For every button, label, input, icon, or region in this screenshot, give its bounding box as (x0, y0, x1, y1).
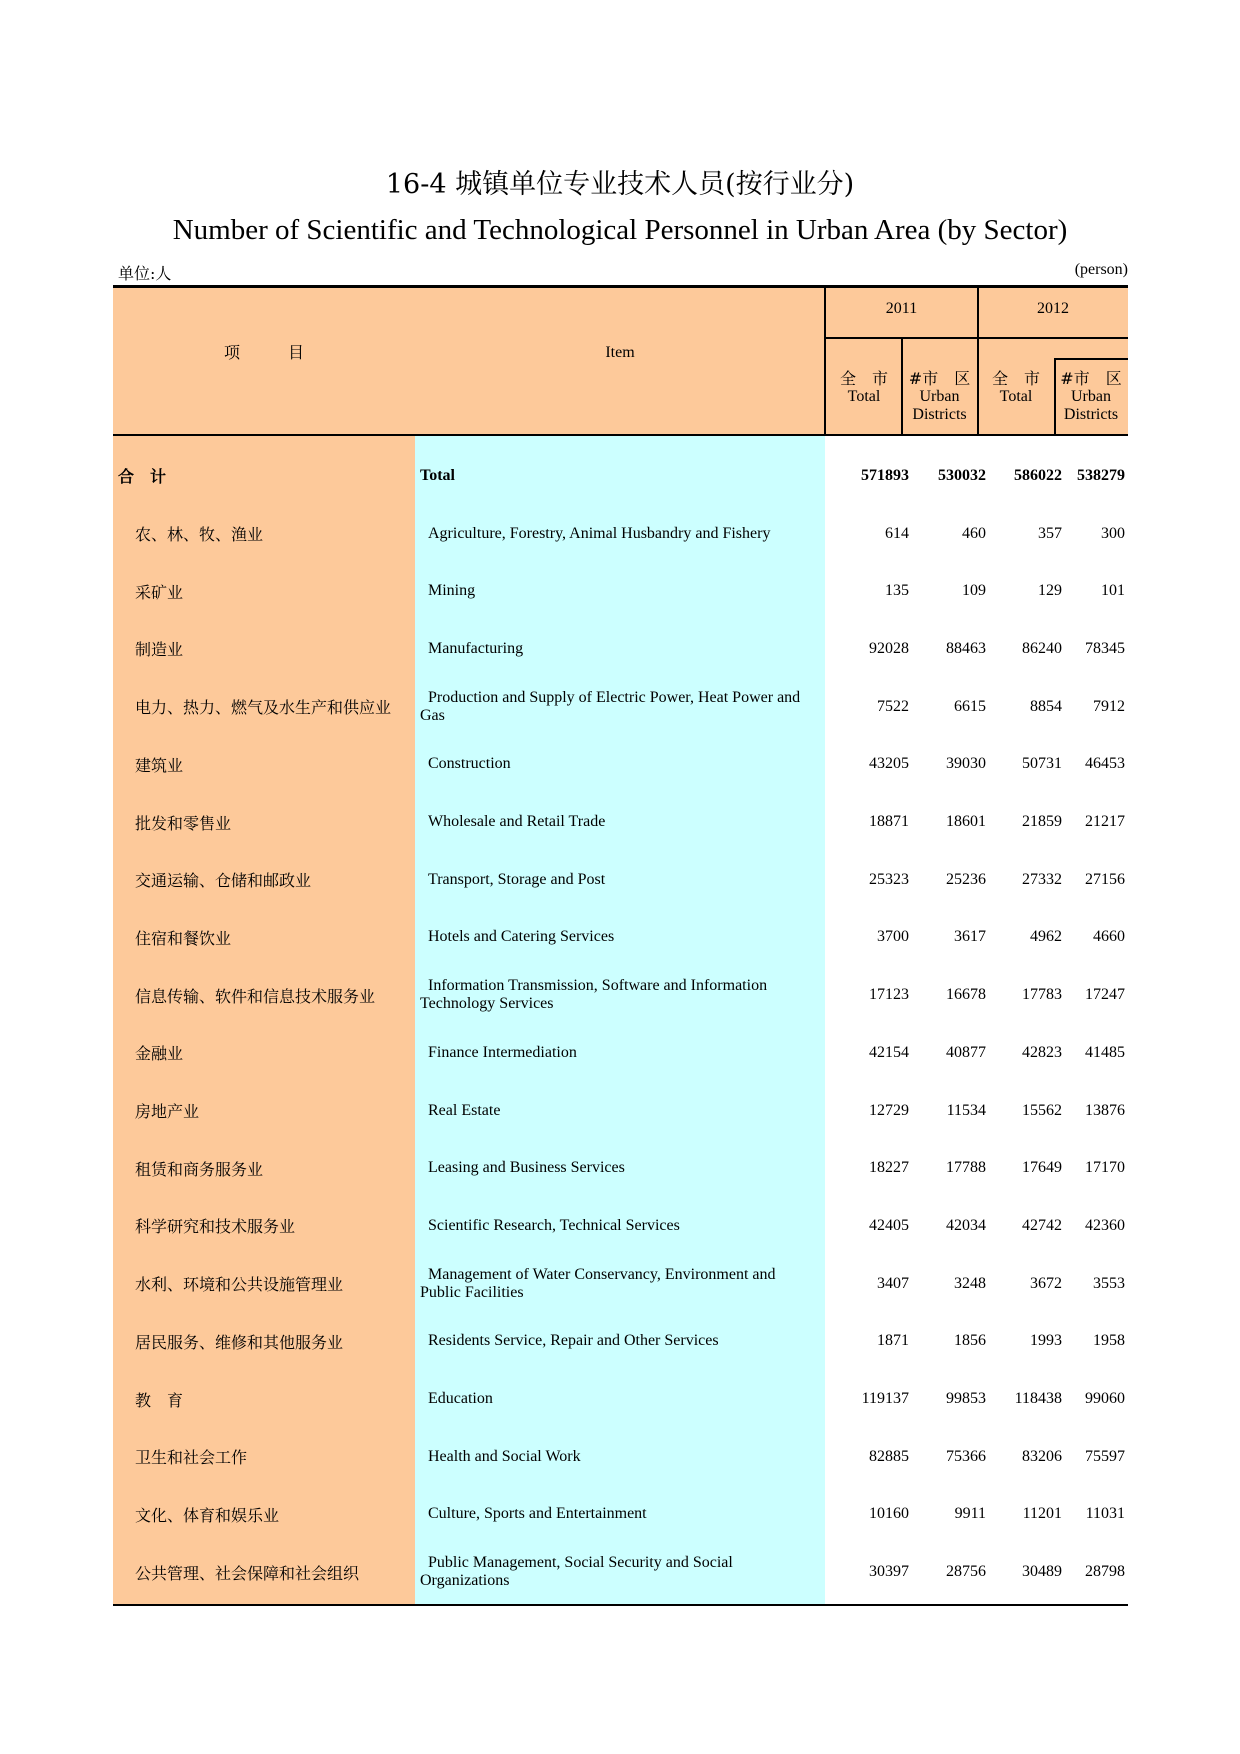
row-label-en: Information Transmission, Software and Information Technology Services (420, 977, 768, 1013)
header-item-cn: 项 目 (223, 343, 304, 362)
header-divider (824, 337, 1128, 339)
row-label-en-cell (420, 851, 820, 909)
row-value: 18601 (946, 813, 986, 831)
row-label-en: Total (420, 466, 455, 484)
row-label-en: Management of Water Conservancy, Environment and Public Facilities (420, 1265, 776, 1301)
table-row (113, 736, 1128, 794)
row-value: 99853 (946, 1390, 986, 1408)
header-divider (1054, 358, 1056, 436)
row-value: 46453 (1085, 755, 1125, 773)
row-value: 83206 (1022, 1447, 1062, 1465)
row-value: 530032 (938, 466, 986, 484)
row-label-cn: 住宿和餐饮业 (135, 928, 232, 948)
row-value: 9911 (954, 1505, 986, 1523)
row-label-en-cell (420, 1024, 820, 1082)
row-label-cn: 农、林、牧、渔业 (135, 525, 264, 545)
row-value: 3700 (877, 928, 909, 946)
row-value: 118438 (1014, 1390, 1062, 1408)
row-label-en-cell (420, 909, 820, 967)
row-label-en-cell (420, 1486, 820, 1544)
table-row (113, 966, 1128, 1024)
row-label-cn: 教 育 (135, 1390, 184, 1410)
header-total-cn: 全 市 (991, 369, 1040, 388)
row-value: 7912 (1093, 697, 1125, 715)
row-value: 88463 (946, 639, 986, 657)
header-urban-en2: Districts (1063, 406, 1119, 423)
row-value: 27332 (1022, 870, 1062, 888)
table-row (113, 1255, 1128, 1313)
table-top-rule (113, 285, 1128, 288)
row-value: 17247 (1085, 986, 1125, 1004)
row-value: 119137 (861, 1390, 909, 1408)
row-value: 17170 (1085, 1159, 1125, 1177)
header-urban-en1: Urban (919, 388, 960, 405)
table-row (113, 620, 1128, 678)
row-value: 3407 (877, 1274, 909, 1292)
table-row (113, 909, 1128, 967)
table-row (113, 447, 1128, 505)
row-value: 28756 (946, 1563, 986, 1581)
header-total-2011 (825, 370, 903, 406)
row-label-cn: 电力、热力、燃气及水生产和供应业 (135, 698, 392, 718)
data-table (113, 285, 1128, 1605)
row-label-en: Production and Supply of Electric Power, Heat Power and Gas (420, 688, 801, 724)
row-label-en-cell (420, 1255, 820, 1313)
header-item-en: Item (605, 344, 635, 361)
table-row (113, 1139, 1128, 1197)
row-value: 21859 (1022, 813, 1062, 831)
row-label-en: Manufacturing (428, 639, 524, 657)
table-row (113, 562, 1128, 620)
header-urban-cn: #市 区 (1060, 369, 1122, 388)
header-total-en: Total (999, 388, 1033, 405)
row-value: 42154 (869, 1043, 909, 1061)
row-value: 42823 (1022, 1043, 1062, 1061)
row-value: 538279 (1077, 466, 1125, 484)
row-value: 17649 (1022, 1159, 1062, 1177)
table-row (113, 1082, 1128, 1140)
row-label-cn: 信息传输、软件和信息技术服务业 (135, 986, 376, 1006)
row-value: 18871 (869, 813, 909, 831)
row-label-en: Residents Service, Repair and Other Services (428, 1332, 719, 1350)
row-label-en-cell (420, 966, 820, 1024)
row-label-cn: 科学研究和技术服务业 (135, 1217, 296, 1237)
row-label-cn: 批发和零售业 (135, 813, 232, 833)
row-value: 1856 (954, 1332, 986, 1350)
row-value: 10160 (869, 1505, 909, 1523)
row-value: 11201 (1022, 1505, 1062, 1523)
header-bottom-rule (113, 434, 1128, 436)
row-value: 12729 (869, 1101, 909, 1119)
row-label-cn: 合 计 (118, 467, 167, 487)
row-value: 3248 (954, 1274, 986, 1292)
row-value: 614 (885, 524, 909, 542)
row-label-en: Construction (428, 755, 511, 773)
header-urban-cn: #市 区 (908, 369, 971, 388)
row-value: 15562 (1022, 1101, 1062, 1119)
row-label-en: Wholesale and Retail Trade (428, 813, 606, 831)
row-value: 28798 (1085, 1563, 1125, 1581)
row-value: 42742 (1022, 1216, 1062, 1234)
row-value: 17788 (946, 1159, 986, 1177)
row-label-en-cell (420, 447, 820, 505)
row-value: 1871 (877, 1332, 909, 1350)
row-value: 6615 (954, 697, 986, 715)
row-value: 99060 (1085, 1390, 1125, 1408)
unit-label-en: (person) (1074, 261, 1128, 278)
row-label-cn: 房地产业 (135, 1102, 200, 1122)
row-value: 41485 (1085, 1043, 1125, 1061)
row-value: 16678 (946, 986, 986, 1004)
row-label-en-cell (420, 1082, 820, 1140)
row-value: 42034 (946, 1216, 986, 1234)
row-value: 50731 (1022, 755, 1062, 773)
row-label-cn: 制造业 (135, 640, 184, 660)
row-value: 43205 (869, 755, 909, 773)
table-row (113, 1024, 1128, 1082)
row-value: 3672 (1030, 1274, 1062, 1292)
row-value: 25236 (946, 870, 986, 888)
row-value: 571893 (861, 466, 909, 484)
row-label-en: Scientific Research, Technical Services (428, 1216, 680, 1234)
row-label-en: Transport, Storage and Post (428, 870, 606, 888)
table-row (113, 1313, 1128, 1371)
header-total-2012 (978, 370, 1054, 406)
header-year-2012: 2012 (1037, 300, 1069, 317)
row-value: 21217 (1085, 813, 1125, 831)
row-value: 78345 (1085, 639, 1125, 657)
row-label-cn: 水利、环境和公共设施管理业 (135, 1275, 344, 1295)
row-label-en-cell (420, 562, 820, 620)
header-total-en: Total (847, 388, 881, 405)
header-divider (901, 337, 903, 436)
row-value: 75366 (946, 1447, 986, 1465)
row-label-en-cell (420, 505, 820, 563)
row-label-en-cell (420, 793, 820, 851)
header-divider (824, 288, 826, 436)
row-value: 82885 (869, 1447, 909, 1465)
row-label-en-cell (420, 1428, 820, 1486)
table-row (113, 851, 1128, 909)
row-label-en: Finance Intermediation (428, 1043, 577, 1061)
header-urban-2012 (1054, 370, 1128, 424)
row-value: 40877 (946, 1043, 986, 1061)
page-title-en: Number of Scientific and Technological Personnel in Urban Area (by Sector) (172, 214, 1068, 246)
row-value: 30489 (1022, 1563, 1062, 1581)
row-value: 27156 (1085, 870, 1125, 888)
row-value: 101 (1101, 582, 1125, 600)
table-row (113, 1197, 1128, 1255)
row-label-cn: 建筑业 (135, 755, 184, 775)
table-header (113, 288, 1128, 436)
row-value: 586022 (1014, 466, 1062, 484)
row-label-en: Mining (428, 582, 476, 600)
row-value: 13876 (1085, 1101, 1125, 1119)
unit-label-cn: 单位:人 (118, 264, 172, 283)
row-value: 109 (962, 582, 986, 600)
row-value: 30397 (869, 1563, 909, 1581)
header-year-2011: 2011 (885, 300, 918, 317)
row-value: 17123 (869, 986, 909, 1004)
row-label-cn: 租赁和商务服务业 (135, 1159, 264, 1179)
row-label-cn: 采矿业 (135, 582, 184, 602)
row-label-en-cell (420, 1197, 820, 1255)
row-label-en-cell (420, 1313, 820, 1371)
row-value: 92028 (869, 639, 909, 657)
row-label-cn: 公共管理、社会保障和社会组织 (135, 1563, 360, 1583)
table-bottom-rule (113, 1604, 1128, 1606)
row-label-en: Hotels and Catering Services (428, 928, 615, 946)
row-value: 75597 (1085, 1447, 1125, 1465)
row-value: 18227 (869, 1159, 909, 1177)
row-value: 3553 (1093, 1274, 1125, 1292)
row-label-cn: 金融业 (135, 1044, 184, 1064)
row-value: 86240 (1022, 639, 1062, 657)
row-value: 135 (885, 582, 909, 600)
row-value: 1958 (1093, 1332, 1125, 1350)
row-value: 11534 (946, 1101, 986, 1119)
row-label-cn: 卫生和社会工作 (135, 1448, 248, 1468)
row-label-cn: 居民服务、维修和其他服务业 (135, 1332, 344, 1352)
row-label-en-cell (420, 1370, 820, 1428)
row-value: 7522 (877, 697, 909, 715)
row-label-en: Culture, Sports and Entertainment (428, 1505, 647, 1523)
row-label-en-cell (420, 1543, 820, 1601)
page-title-cn: 16-4 城镇单位专业技术人员(按行业分) (385, 169, 855, 200)
row-value: 4962 (1030, 928, 1062, 946)
row-value: 25323 (869, 870, 909, 888)
row-label-en: Agriculture, Forestry, Animal Husbandry and Fishery (428, 524, 771, 542)
row-value: 11031 (1085, 1505, 1125, 1523)
row-value: 39030 (946, 755, 986, 773)
row-value: 8854 (1030, 697, 1062, 715)
row-value: 357 (1038, 524, 1062, 542)
row-label-en: Public Management, Social Security and Social Organizations (420, 1554, 733, 1590)
row-value: 129 (1038, 582, 1062, 600)
row-value: 1993 (1030, 1332, 1062, 1350)
table-row (113, 1428, 1128, 1486)
row-value: 42360 (1085, 1216, 1125, 1234)
row-label-en: Education (428, 1390, 493, 1408)
table-row (113, 505, 1128, 563)
row-label-en-cell (420, 678, 820, 736)
row-label-en: Real Estate (428, 1101, 501, 1119)
header-divider (1054, 358, 1128, 360)
row-label-en: Leasing and Business Services (428, 1159, 625, 1177)
row-value: 4660 (1093, 928, 1125, 946)
header-total-cn: 全 市 (839, 369, 888, 388)
row-value: 3617 (954, 928, 986, 946)
row-label-en-cell (420, 736, 820, 794)
table-row (113, 1370, 1128, 1428)
table-row (113, 793, 1128, 851)
row-label-en: Health and Social Work (428, 1447, 581, 1465)
header-urban-2011 (901, 370, 978, 424)
header-divider (977, 288, 979, 436)
row-label-en-cell (420, 1139, 820, 1197)
row-value: 460 (962, 524, 986, 542)
table-row (113, 678, 1128, 736)
row-value: 42405 (869, 1216, 909, 1234)
table-row (113, 1543, 1128, 1601)
row-label-en-cell (420, 620, 820, 678)
row-value: 300 (1101, 524, 1125, 542)
header-urban-en1: Urban (1071, 388, 1111, 405)
row-label-cn: 交通运输、仓储和邮政业 (135, 871, 312, 891)
header-urban-en2: Districts (912, 406, 967, 423)
table-row (113, 1486, 1128, 1544)
row-value: 17783 (1022, 986, 1062, 1004)
row-label-cn: 文化、体育和娱乐业 (135, 1505, 280, 1525)
